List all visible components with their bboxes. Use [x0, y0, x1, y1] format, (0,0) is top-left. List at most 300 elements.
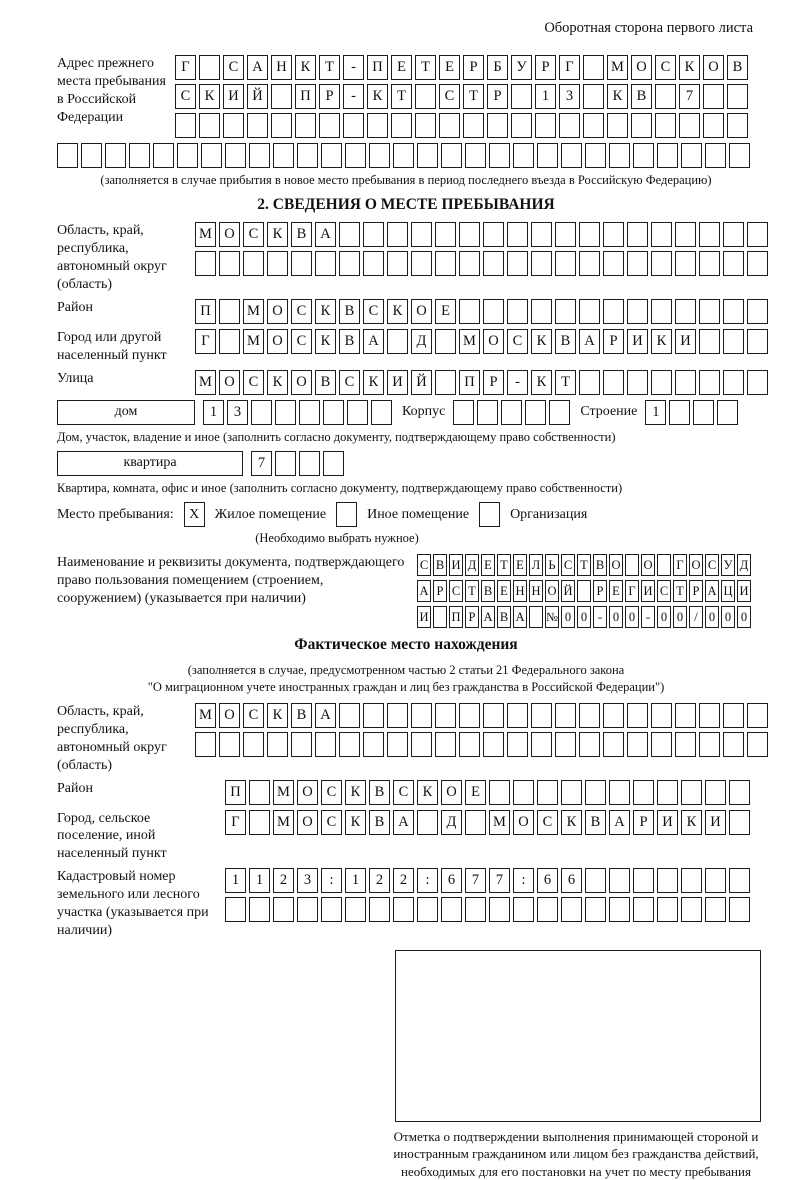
char-cell[interactable] — [657, 554, 671, 576]
char-cell[interactable] — [627, 222, 648, 247]
char-cell[interactable]: С — [561, 554, 575, 576]
char-cell[interactable]: У — [511, 55, 532, 80]
char-cell[interactable] — [603, 370, 624, 395]
char-cell[interactable] — [631, 113, 652, 138]
stay-type-checkbox-organization[interactable] — [479, 502, 500, 527]
char-cell[interactable]: Е — [435, 299, 456, 324]
char-cell[interactable] — [633, 897, 654, 922]
char-cell[interactable]: К — [315, 299, 336, 324]
char-cell[interactable]: 0 — [625, 606, 639, 628]
char-cell[interactable]: Б — [487, 55, 508, 80]
char-cell[interactable] — [273, 897, 294, 922]
char-cell[interactable]: Р — [433, 580, 447, 602]
char-cell[interactable] — [603, 299, 624, 324]
char-cell[interactable]: К — [679, 55, 700, 80]
char-cell[interactable]: С — [175, 84, 196, 109]
char-cell[interactable] — [513, 780, 534, 805]
char-cell[interactable] — [295, 113, 316, 138]
char-cell[interactable]: Д — [411, 329, 432, 354]
char-cell[interactable]: И — [657, 810, 678, 835]
char-cell[interactable] — [489, 780, 510, 805]
char-cell[interactable] — [363, 732, 384, 757]
char-cell[interactable]: К — [531, 370, 552, 395]
char-cell[interactable] — [651, 251, 672, 276]
char-cell[interactable]: М — [273, 810, 294, 835]
char-cell[interactable] — [585, 897, 606, 922]
char-cell[interactable]: А — [609, 810, 630, 835]
char-cell[interactable] — [459, 703, 480, 728]
char-cell[interactable] — [271, 113, 292, 138]
char-cell[interactable] — [703, 113, 724, 138]
char-cell[interactable] — [267, 251, 288, 276]
char-cell[interactable] — [129, 143, 150, 168]
char-cell[interactable]: Т — [391, 84, 412, 109]
char-cell[interactable]: С — [439, 84, 460, 109]
char-cell[interactable] — [561, 780, 582, 805]
char-cell[interactable] — [393, 897, 414, 922]
char-cell[interactable]: Е — [465, 780, 486, 805]
char-cell[interactable]: В — [497, 606, 511, 628]
char-cell[interactable]: В — [339, 299, 360, 324]
char-cell[interactable]: 1 — [225, 868, 246, 893]
char-cell[interactable]: А — [417, 580, 431, 602]
char-cell[interactable]: 1 — [535, 84, 556, 109]
char-cell[interactable]: И — [387, 370, 408, 395]
char-cell[interactable] — [459, 732, 480, 757]
char-cell[interactable]: Й — [247, 84, 268, 109]
char-cell[interactable] — [199, 55, 220, 80]
char-cell[interactable]: С — [243, 222, 264, 247]
stay-type-checkbox-other[interactable] — [336, 502, 357, 527]
char-cell[interactable] — [675, 222, 696, 247]
char-cell[interactable] — [603, 251, 624, 276]
char-cell[interactable] — [219, 299, 240, 324]
char-cell[interactable] — [433, 606, 447, 628]
char-cell[interactable] — [387, 222, 408, 247]
char-cell[interactable]: В — [339, 329, 360, 354]
char-cell[interactable] — [411, 732, 432, 757]
char-cell[interactable] — [249, 143, 270, 168]
char-cell[interactable]: - — [593, 606, 607, 628]
char-cell[interactable]: В — [593, 554, 607, 576]
char-cell[interactable]: М — [243, 329, 264, 354]
char-cell[interactable]: О — [267, 329, 288, 354]
char-cell[interactable] — [387, 251, 408, 276]
char-cell[interactable] — [463, 113, 484, 138]
char-cell[interactable] — [627, 299, 648, 324]
char-cell[interactable]: 1 — [645, 400, 666, 425]
char-cell[interactable] — [681, 897, 702, 922]
char-cell[interactable] — [507, 732, 528, 757]
char-cell[interactable] — [225, 143, 246, 168]
char-cell[interactable] — [699, 703, 720, 728]
char-cell[interactable] — [199, 113, 220, 138]
char-cell[interactable] — [537, 143, 558, 168]
char-cell[interactable]: М — [195, 370, 216, 395]
char-cell[interactable]: № — [545, 606, 559, 628]
char-cell[interactable]: Т — [463, 84, 484, 109]
char-cell[interactable] — [579, 222, 600, 247]
char-cell[interactable]: : — [417, 868, 438, 893]
char-cell[interactable] — [675, 703, 696, 728]
char-cell[interactable]: С — [243, 703, 264, 728]
char-cell[interactable] — [579, 703, 600, 728]
char-cell[interactable]: : — [513, 868, 534, 893]
char-cell[interactable] — [723, 703, 744, 728]
char-cell[interactable] — [415, 84, 436, 109]
char-cell[interactable]: А — [247, 55, 268, 80]
char-cell[interactable] — [465, 897, 486, 922]
char-cell[interactable]: : — [321, 868, 342, 893]
char-cell[interactable] — [699, 299, 720, 324]
char-cell[interactable]: Р — [535, 55, 556, 80]
char-cell[interactable]: Г — [175, 55, 196, 80]
char-cell[interactable]: К — [367, 84, 388, 109]
char-cell[interactable]: К — [267, 222, 288, 247]
char-cell[interactable]: К — [345, 810, 366, 835]
char-cell[interactable] — [177, 143, 198, 168]
char-cell[interactable] — [705, 897, 726, 922]
char-cell[interactable]: К — [363, 370, 384, 395]
char-cell[interactable] — [651, 222, 672, 247]
char-cell[interactable]: С — [339, 370, 360, 395]
char-cell[interactable]: С — [657, 580, 671, 602]
char-cell[interactable]: О — [291, 370, 312, 395]
char-cell[interactable]: О — [267, 299, 288, 324]
char-cell[interactable] — [585, 780, 606, 805]
char-cell[interactable]: Н — [513, 580, 527, 602]
char-cell[interactable]: Г — [559, 55, 580, 80]
char-cell[interactable] — [363, 222, 384, 247]
char-cell[interactable]: О — [483, 329, 504, 354]
char-cell[interactable] — [507, 703, 528, 728]
char-cell[interactable] — [579, 732, 600, 757]
char-cell[interactable] — [453, 400, 474, 425]
char-cell[interactable]: К — [199, 84, 220, 109]
char-cell[interactable] — [633, 868, 654, 893]
char-cell[interactable] — [579, 251, 600, 276]
char-cell[interactable] — [315, 251, 336, 276]
char-cell[interactable]: Д — [737, 554, 751, 576]
char-cell[interactable] — [531, 222, 552, 247]
char-cell[interactable] — [435, 329, 456, 354]
char-cell[interactable]: С — [655, 55, 676, 80]
char-cell[interactable]: О — [703, 55, 724, 80]
char-cell[interactable] — [195, 732, 216, 757]
stay-type-checkbox-residential[interactable]: X — [184, 502, 205, 527]
char-cell[interactable] — [371, 400, 392, 425]
char-cell[interactable] — [347, 400, 368, 425]
char-cell[interactable]: Т — [319, 55, 340, 80]
char-cell[interactable] — [555, 732, 576, 757]
char-cell[interactable] — [57, 143, 78, 168]
char-cell[interactable] — [655, 113, 676, 138]
char-cell[interactable]: Р — [689, 580, 703, 602]
char-cell[interactable] — [223, 113, 244, 138]
char-cell[interactable] — [537, 780, 558, 805]
char-cell[interactable] — [363, 251, 384, 276]
char-cell[interactable] — [435, 732, 456, 757]
char-cell[interactable]: 7 — [679, 84, 700, 109]
char-cell[interactable] — [489, 897, 510, 922]
char-cell[interactable] — [529, 606, 543, 628]
char-cell[interactable] — [681, 143, 702, 168]
char-cell[interactable]: К — [607, 84, 628, 109]
char-cell[interactable]: С — [705, 554, 719, 576]
char-cell[interactable]: А — [579, 329, 600, 354]
char-cell[interactable] — [537, 897, 558, 922]
char-cell[interactable]: 7 — [489, 868, 510, 893]
char-cell[interactable]: Д — [465, 554, 479, 576]
char-cell[interactable]: Р — [483, 370, 504, 395]
char-cell[interactable] — [275, 400, 296, 425]
char-cell[interactable] — [501, 400, 522, 425]
char-cell[interactable] — [81, 143, 102, 168]
char-cell[interactable] — [251, 400, 272, 425]
char-cell[interactable] — [525, 400, 546, 425]
char-cell[interactable]: И — [737, 580, 751, 602]
char-cell[interactable]: Р — [633, 810, 654, 835]
char-cell[interactable] — [319, 113, 340, 138]
char-cell[interactable] — [417, 897, 438, 922]
char-cell[interactable] — [705, 868, 726, 893]
char-cell[interactable] — [339, 251, 360, 276]
char-cell[interactable] — [675, 299, 696, 324]
char-cell[interactable]: К — [387, 299, 408, 324]
char-cell[interactable] — [729, 780, 750, 805]
char-cell[interactable] — [441, 897, 462, 922]
char-cell[interactable]: О — [631, 55, 652, 80]
char-cell[interactable] — [723, 370, 744, 395]
char-cell[interactable] — [579, 370, 600, 395]
char-cell[interactable]: С — [243, 370, 264, 395]
char-cell[interactable]: П — [367, 55, 388, 80]
char-cell[interactable] — [699, 329, 720, 354]
char-cell[interactable]: 0 — [657, 606, 671, 628]
char-cell[interactable] — [411, 251, 432, 276]
char-cell[interactable] — [699, 251, 720, 276]
char-cell[interactable] — [459, 251, 480, 276]
char-cell[interactable] — [393, 143, 414, 168]
char-cell[interactable]: 0 — [673, 606, 687, 628]
char-cell[interactable] — [415, 113, 436, 138]
char-cell[interactable]: В — [369, 810, 390, 835]
char-cell[interactable] — [391, 113, 412, 138]
char-cell[interactable]: С — [291, 329, 312, 354]
char-cell[interactable] — [511, 113, 532, 138]
char-cell[interactable] — [299, 400, 320, 425]
char-cell[interactable] — [555, 251, 576, 276]
char-cell[interactable]: Д — [441, 810, 462, 835]
char-cell[interactable] — [727, 113, 748, 138]
char-cell[interactable] — [675, 251, 696, 276]
char-cell[interactable] — [291, 732, 312, 757]
char-cell[interactable] — [657, 897, 678, 922]
char-cell[interactable] — [747, 329, 768, 354]
char-cell[interactable]: В — [727, 55, 748, 80]
char-cell[interactable] — [507, 251, 528, 276]
char-cell[interactable] — [321, 897, 342, 922]
char-cell[interactable] — [723, 299, 744, 324]
char-cell[interactable] — [531, 703, 552, 728]
char-cell[interactable]: И — [641, 580, 655, 602]
char-cell[interactable] — [609, 868, 630, 893]
char-cell[interactable] — [747, 370, 768, 395]
char-cell[interactable]: Т — [497, 554, 511, 576]
char-cell[interactable] — [465, 810, 486, 835]
char-cell[interactable]: О — [545, 580, 559, 602]
char-cell[interactable]: Н — [529, 580, 543, 602]
char-cell[interactable]: М — [195, 703, 216, 728]
char-cell[interactable] — [321, 143, 342, 168]
char-cell[interactable] — [315, 732, 336, 757]
char-cell[interactable]: П — [459, 370, 480, 395]
char-cell[interactable] — [561, 897, 582, 922]
char-cell[interactable] — [507, 222, 528, 247]
char-cell[interactable] — [583, 113, 604, 138]
char-cell[interactable] — [345, 897, 366, 922]
char-cell[interactable]: К — [267, 703, 288, 728]
char-cell[interactable] — [657, 780, 678, 805]
char-cell[interactable]: К — [345, 780, 366, 805]
char-cell[interactable]: Р — [603, 329, 624, 354]
char-cell[interactable] — [561, 143, 582, 168]
char-cell[interactable] — [435, 703, 456, 728]
char-cell[interactable]: И — [449, 554, 463, 576]
char-cell[interactable] — [657, 868, 678, 893]
char-cell[interactable] — [367, 113, 388, 138]
char-cell[interactable] — [299, 451, 320, 476]
char-cell[interactable]: О — [219, 222, 240, 247]
char-cell[interactable] — [387, 703, 408, 728]
char-cell[interactable]: Е — [481, 554, 495, 576]
char-cell[interactable]: М — [489, 810, 510, 835]
char-cell[interactable] — [747, 703, 768, 728]
char-cell[interactable]: К — [561, 810, 582, 835]
char-cell[interactable]: Т — [555, 370, 576, 395]
char-cell[interactable]: И — [627, 329, 648, 354]
char-cell[interactable]: П — [449, 606, 463, 628]
char-cell[interactable] — [555, 299, 576, 324]
char-cell[interactable]: Й — [561, 580, 575, 602]
char-cell[interactable] — [411, 703, 432, 728]
char-cell[interactable]: М — [243, 299, 264, 324]
char-cell[interactable] — [477, 400, 498, 425]
char-cell[interactable] — [339, 732, 360, 757]
char-cell[interactable] — [153, 143, 174, 168]
char-cell[interactable] — [345, 143, 366, 168]
char-cell[interactable] — [465, 143, 486, 168]
char-cell[interactable] — [243, 251, 264, 276]
char-cell[interactable]: О — [609, 554, 623, 576]
char-cell[interactable]: И — [417, 606, 431, 628]
char-cell[interactable]: - — [507, 370, 528, 395]
char-cell[interactable] — [249, 780, 270, 805]
char-cell[interactable] — [201, 143, 222, 168]
char-cell[interactable]: В — [291, 222, 312, 247]
char-cell[interactable] — [627, 732, 648, 757]
char-cell[interactable]: 0 — [609, 606, 623, 628]
char-cell[interactable] — [603, 732, 624, 757]
char-cell[interactable] — [435, 222, 456, 247]
char-cell[interactable]: А — [705, 580, 719, 602]
char-cell[interactable] — [607, 113, 628, 138]
char-cell[interactable]: О — [297, 810, 318, 835]
char-cell[interactable] — [175, 113, 196, 138]
char-cell[interactable]: Г — [195, 329, 216, 354]
char-cell[interactable]: 0 — [737, 606, 751, 628]
char-cell[interactable]: - — [343, 55, 364, 80]
char-cell[interactable] — [513, 897, 534, 922]
char-cell[interactable]: Т — [673, 580, 687, 602]
char-cell[interactable] — [747, 222, 768, 247]
char-cell[interactable] — [679, 113, 700, 138]
char-cell[interactable]: 1 — [203, 400, 224, 425]
char-cell[interactable] — [681, 780, 702, 805]
char-cell[interactable]: Н — [271, 55, 292, 80]
char-cell[interactable] — [507, 299, 528, 324]
char-cell[interactable] — [729, 897, 750, 922]
char-cell[interactable] — [487, 113, 508, 138]
char-cell[interactable] — [703, 84, 724, 109]
char-cell[interactable] — [555, 703, 576, 728]
char-cell[interactable] — [297, 143, 318, 168]
char-cell[interactable]: Т — [465, 580, 479, 602]
char-cell[interactable] — [699, 222, 720, 247]
char-cell[interactable]: М — [195, 222, 216, 247]
char-cell[interactable] — [723, 732, 744, 757]
char-cell[interactable] — [585, 143, 606, 168]
char-cell[interactable]: 0 — [705, 606, 719, 628]
char-cell[interactable]: Е — [609, 580, 623, 602]
char-cell[interactable]: С — [291, 299, 312, 324]
char-cell[interactable]: 0 — [577, 606, 591, 628]
char-cell[interactable] — [747, 732, 768, 757]
char-cell[interactable] — [417, 143, 438, 168]
char-cell[interactable] — [705, 143, 726, 168]
char-cell[interactable] — [513, 143, 534, 168]
char-cell[interactable] — [249, 810, 270, 835]
char-cell[interactable] — [483, 732, 504, 757]
char-cell[interactable]: П — [295, 84, 316, 109]
char-cell[interactable] — [459, 299, 480, 324]
char-cell[interactable] — [603, 222, 624, 247]
char-cell[interactable] — [627, 703, 648, 728]
char-cell[interactable] — [387, 732, 408, 757]
char-cell[interactable]: В — [631, 84, 652, 109]
char-cell[interactable]: В — [585, 810, 606, 835]
char-cell[interactable] — [717, 400, 738, 425]
char-cell[interactable] — [483, 222, 504, 247]
char-cell[interactable] — [483, 299, 504, 324]
char-cell[interactable] — [219, 329, 240, 354]
char-cell[interactable]: Л — [529, 554, 543, 576]
char-cell[interactable] — [705, 780, 726, 805]
char-cell[interactable] — [247, 113, 268, 138]
char-cell[interactable]: 2 — [273, 868, 294, 893]
char-cell[interactable]: С — [363, 299, 384, 324]
char-cell[interactable]: О — [411, 299, 432, 324]
char-cell[interactable]: Й — [411, 370, 432, 395]
char-cell[interactable]: К — [417, 780, 438, 805]
char-cell[interactable]: Е — [391, 55, 412, 80]
char-cell[interactable] — [729, 868, 750, 893]
char-cell[interactable]: С — [321, 810, 342, 835]
char-cell[interactable]: 6 — [537, 868, 558, 893]
char-cell[interactable] — [633, 143, 654, 168]
char-cell[interactable]: О — [219, 703, 240, 728]
char-cell[interactable] — [219, 251, 240, 276]
